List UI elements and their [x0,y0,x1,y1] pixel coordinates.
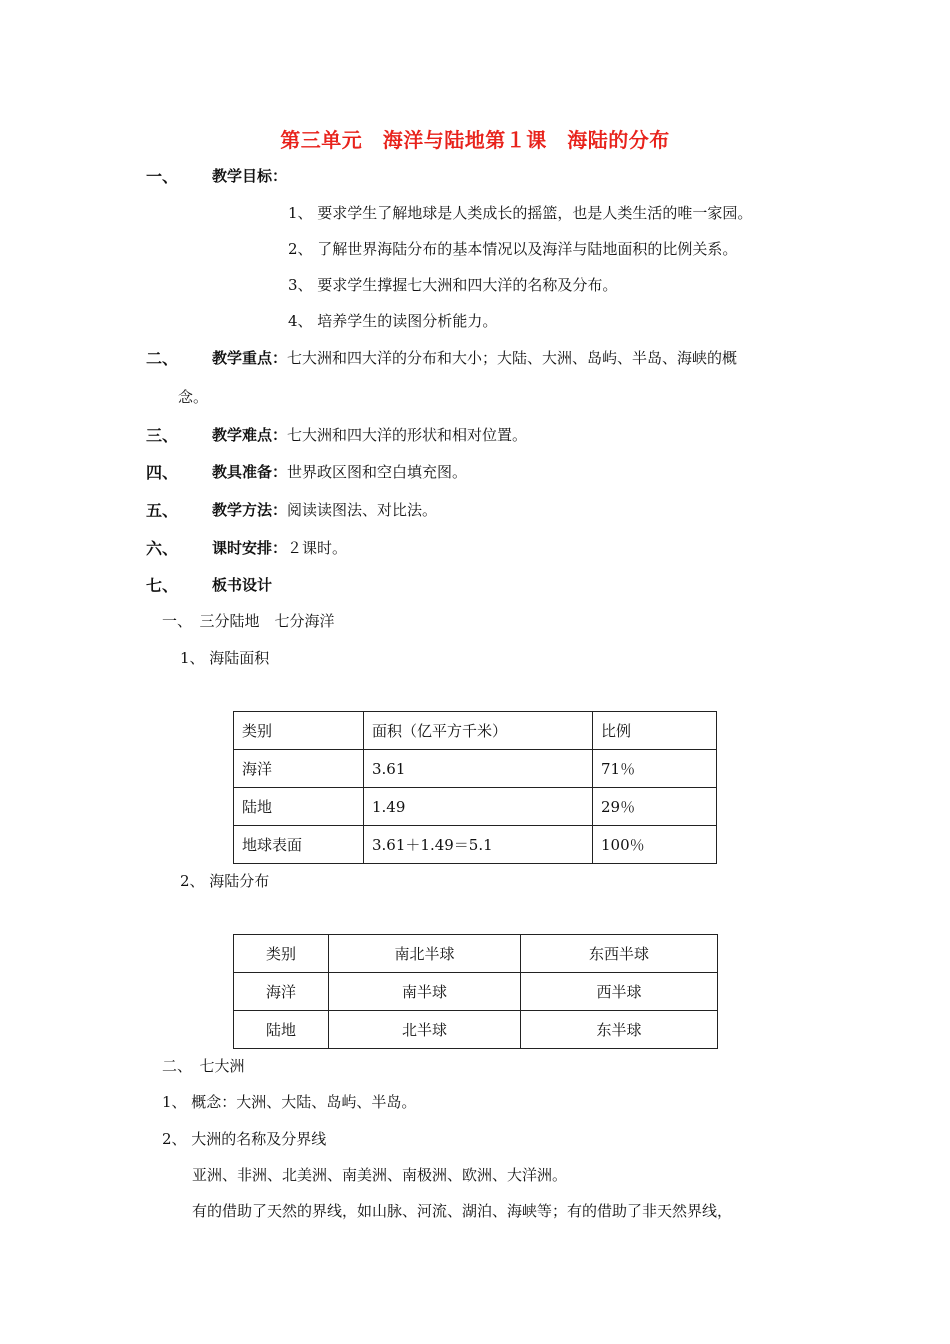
table-header-cell: 类别 [234,935,329,973]
section-label: 板书设计 [212,576,273,594]
table-cell: 地球表面 [234,826,364,864]
goal-item: 3、 要求学生撑握七大洲和四大洋的名称及分布。 [288,276,618,294]
table-header-row [234,712,717,750]
table-cell: 北半球 [329,1011,521,1049]
table-cell: 陆地 [234,788,364,826]
section-line [212,424,527,445]
board-subheading: 1、 海陆面积 [180,649,270,667]
section-label: 教学目标： [212,167,288,185]
goal-item: 4、 培养学生的读图分析能力。 [288,312,498,330]
table-header-cell: 东西半球 [521,935,718,973]
section-text: 阅读读图法、对比法。 [287,501,438,519]
table-row [234,973,718,1011]
section-number: 三、 [146,426,179,445]
table-cell: 南半球 [329,973,521,1011]
section-line [212,499,437,520]
section-text: ２课时。 [287,539,348,557]
goal-item: 2、 了解世界海陆分布的基本情况以及海洋与陆地面积的比例关系。 [288,240,738,258]
table-cell: 71％ [593,750,717,788]
section-text-continued: 念。 [178,388,209,406]
section-number: 一、 [146,167,179,186]
board-part-heading: 二、 七大洲 [162,1057,245,1075]
section-number: 四、 [146,463,179,482]
table-cell: 3.61 [364,750,593,788]
body-paragraph: 亚洲、非洲、北美洲、南美洲、南极洲、欧洲、大洋洲。 [192,1166,568,1184]
table-row [234,788,717,826]
page-title: 第三单元 海洋与陆地第１课 海陆的分布 [280,128,670,152]
table-cell: 海洋 [234,750,364,788]
section-label: 教学重点： [212,349,288,367]
section-label: 教具准备： [212,463,288,481]
section-number: 二、 [146,349,179,368]
table-row [234,826,717,864]
goal-item: 1、 要求学生了解地球是人类成长的摇篮，也是人类生活的唯一家园。 [288,204,753,222]
table-cell: 100％ [593,826,717,864]
board-part-heading: 一、 三分陆地 七分海洋 [162,612,335,630]
table-header-cell: 类别 [234,712,364,750]
table-cell: 陆地 [234,1011,329,1049]
section-text: 七大洲和四大洋的分布和大小；大陆、大洲、岛屿、半岛、海峡的概 [287,349,738,367]
section-label: 课时安排： [212,539,288,557]
section-label: 教学方法： [212,501,288,519]
section-number: 七、 [146,576,179,595]
table-cell: 29％ [593,788,717,826]
section-line [212,461,467,482]
board-subheading: 2、 海陆分布 [180,872,270,890]
table-cell: 3.61＋1.49＝5.1 [364,826,593,864]
body-paragraph: 有的借助了天然的界线，如山脉、河流、湖泊、海峡等；有的借助了非天然界线， [192,1202,733,1220]
section-label: 教学难点： [212,426,288,444]
section-number: 六、 [146,539,179,558]
section-line [212,537,347,558]
sea-land-distribution-table [233,934,718,1049]
table-header-cell: 南北半球 [329,935,521,973]
section-line [212,347,737,368]
section-text: 七大洲和四大洋的形状和相对位置。 [287,426,528,444]
section-number: 五、 [146,501,179,520]
table-cell: 东半球 [521,1011,718,1049]
table-row [234,1011,718,1049]
board-item: 1、 概念：大洲、大陆、岛屿、半岛。 [162,1093,417,1111]
table-cell: 西半球 [521,973,718,1011]
table-header-row [234,935,718,973]
table-cell: 1.49 [364,788,593,826]
table-row [234,750,717,788]
table-header-cell: 面积（亿平方千米） [364,712,593,750]
table-cell: 海洋 [234,973,329,1011]
table-header-cell: 比例 [593,712,717,750]
sea-land-area-table [233,711,717,864]
section-text: 世界政区图和空白填充图。 [287,463,468,481]
board-item: 2、 大洲的名称及分界线 [162,1130,327,1148]
